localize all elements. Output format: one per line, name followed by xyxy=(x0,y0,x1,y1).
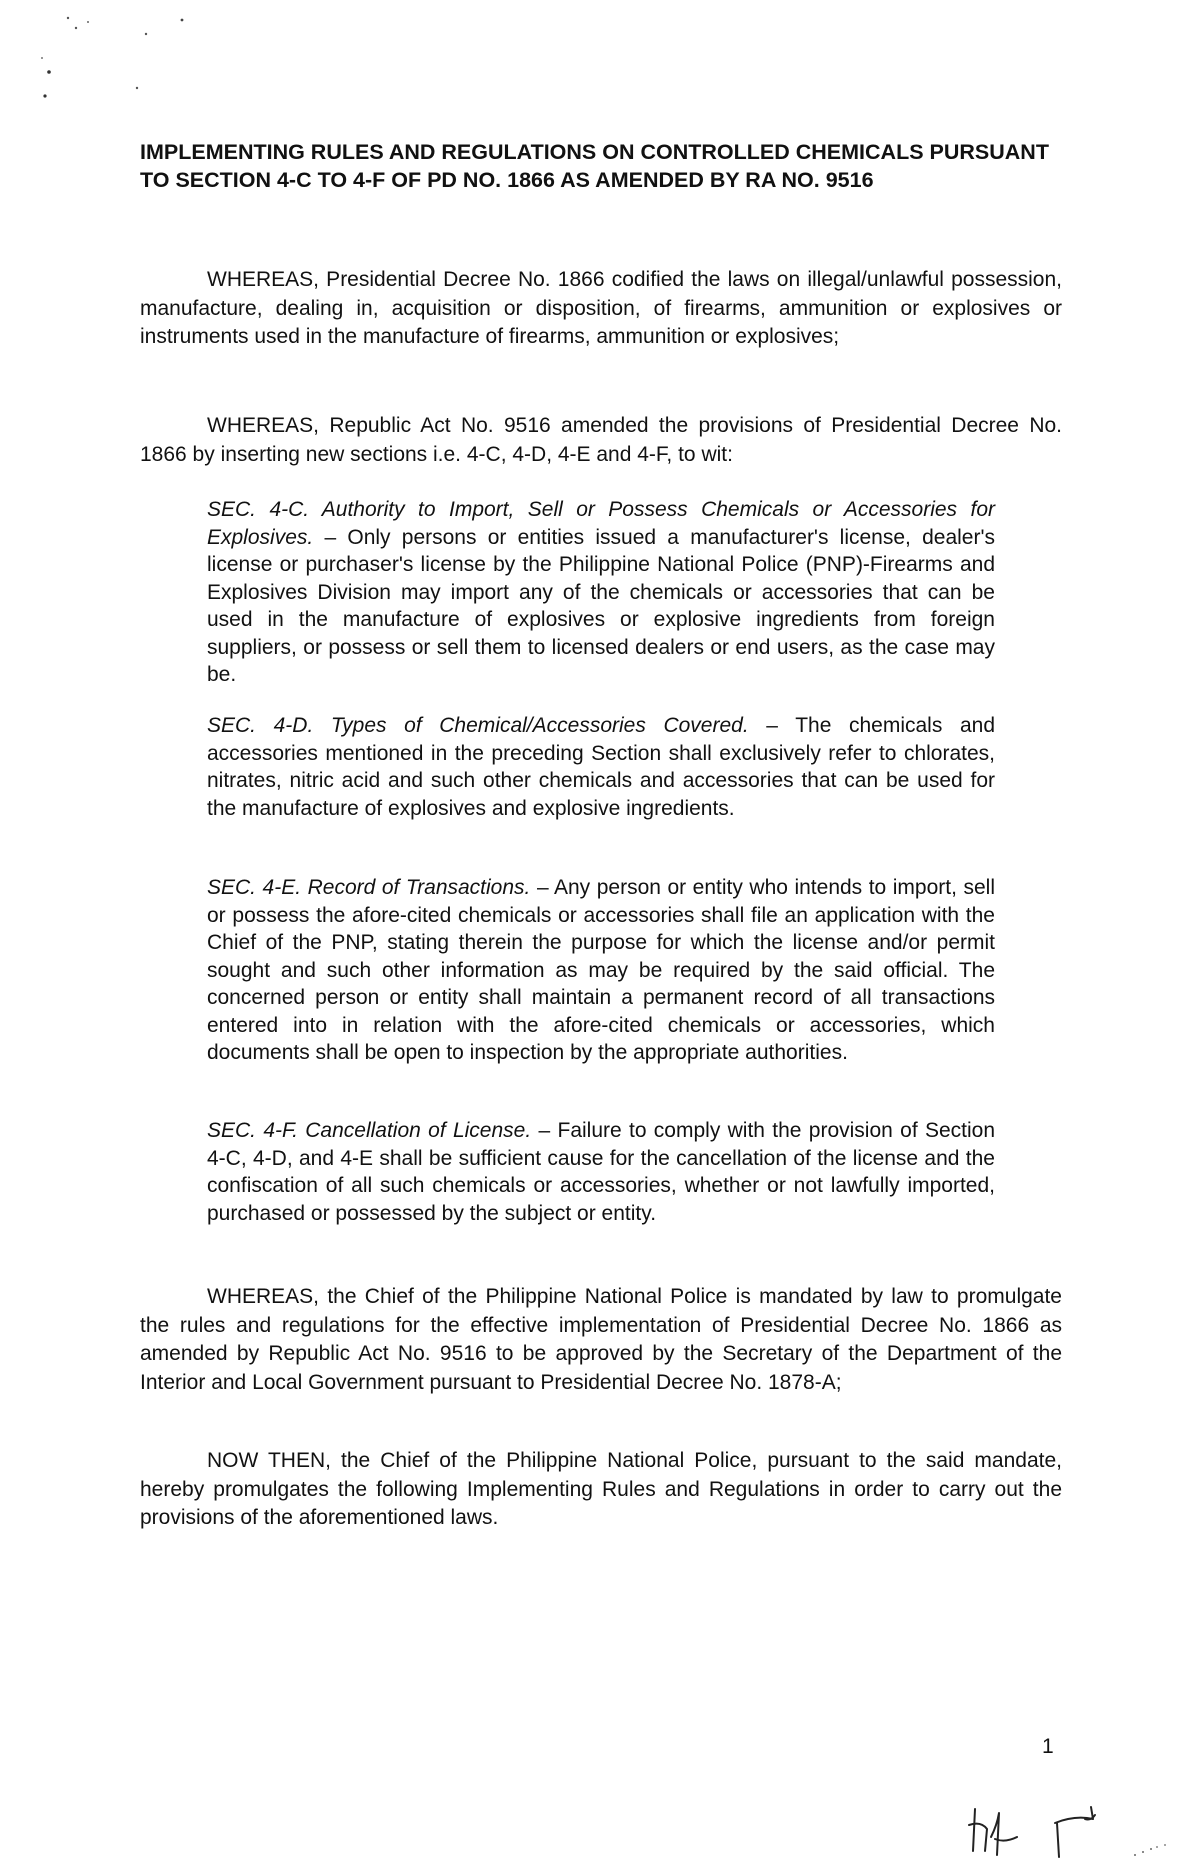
page-number: 1 xyxy=(1042,1735,1054,1758)
section-4e xyxy=(207,874,995,1067)
whereas-paragraph-2 xyxy=(140,412,1062,469)
initials-signature xyxy=(965,1795,1180,1861)
section-heading: SEC. 4-C. Authority to Import, Sell or Possess Chemicals or Accessories for Explosives. xyxy=(207,498,995,549)
section-heading: SEC. 4-E. Record of Transactions. xyxy=(207,876,531,899)
section-body: – Any person or entity who intends to import, sell or possess the afore-cited chemicals or accessories shall file an application with the Chief of the PNP, stating therein the purpose for which the license and/or permit sought and such other information as may be required by the said official. The concerned person or entity shall maintain a permanent record of all transactions entered into in relation with the afore-cited chemicals or accessories, which documents shall be open to inspection by the appropriate authorities. xyxy=(207,876,995,1064)
whereas-paragraph-1 xyxy=(140,266,1062,352)
scan-speck-marks xyxy=(0,0,200,100)
section-4d xyxy=(207,712,995,822)
whereas-text: WHEREAS, the Chief of the Philippine National Police is mandated by law to promulgate the rules and regulations for the effective implementation of Presidential Decree No. 1866 as amended by Republic Act No. 9516 to be approved by the Secretary of the Department of the Interior and Local Government pursuant to Presidential Decree No. 1878-A; xyxy=(140,1285,1062,1394)
now-then-text: NOW THEN, the Chief of the Philippine National Police, pursuant to the said mandate, hereby promulgates the following Implementing Rules and Regulations in order to carry out the provisions of the aforementioned laws. xyxy=(140,1449,1062,1529)
section-heading: SEC. 4-F. Cancellation of License. xyxy=(207,1119,532,1142)
whereas-text: WHEREAS, Republic Act No. 9516 amended the provisions of Presidential Decree No. 1866 by inserting new sections i.e. 4-C, 4-D, 4-E and 4-F, to wit: xyxy=(140,414,1062,466)
section-4f xyxy=(207,1117,995,1227)
now-then-paragraph xyxy=(140,1447,1062,1533)
whereas-text: WHEREAS, Presidential Decree No. 1866 codified the laws on illegal/unlawful possession, manufacture, dealing in, acquisition or disposition, of firearms, ammunition or explosives or instruments used in the manufacture of firearms, ammunition or explosives; xyxy=(140,268,1062,348)
whereas-paragraph-3 xyxy=(140,1283,1062,1397)
document-title: IMPLEMENTING RULES AND REGULATIONS ON CONTROLLED CHEMICALS PURSUANT TO SECTION 4-C TO 4-F OF PD NO. 1866 AS AMENDED BY RA NO. 9516 xyxy=(140,140,1049,192)
section-heading: SEC. 4-D. Types of Chemical/Accessories Covered. xyxy=(207,714,749,737)
section-4c xyxy=(207,496,995,689)
section-body: – The chemicals and accessories mentioned in the preceding Section shall exclusively refer to chlorates, nitrates, nitric acid and such other chemicals and accessories that can be used for the manufacture of explosives and explosive ingredients. xyxy=(207,714,995,820)
section-body: – Failure to comply with the provision of Section 4-C, 4-D, and 4-E shall be sufficient cause for the cancellation of the license and the confiscation of all such chemicals or accessories, whether or not lawfully imported, purchased or possessed by the subject or entity. xyxy=(207,1119,996,1225)
section-body: – Only persons or entities issued a manufacturer's license, dealer's license or purchaser's license by the Philippine National Police (PNP)-Firearms and Explosives Division may import any of the chemicals or accessories that can be used in the manufacture of explosives or explosive ingredients from foreign suppliers, or possess or sell them to licensed dealers or end users, as the case may be. xyxy=(207,525,995,686)
